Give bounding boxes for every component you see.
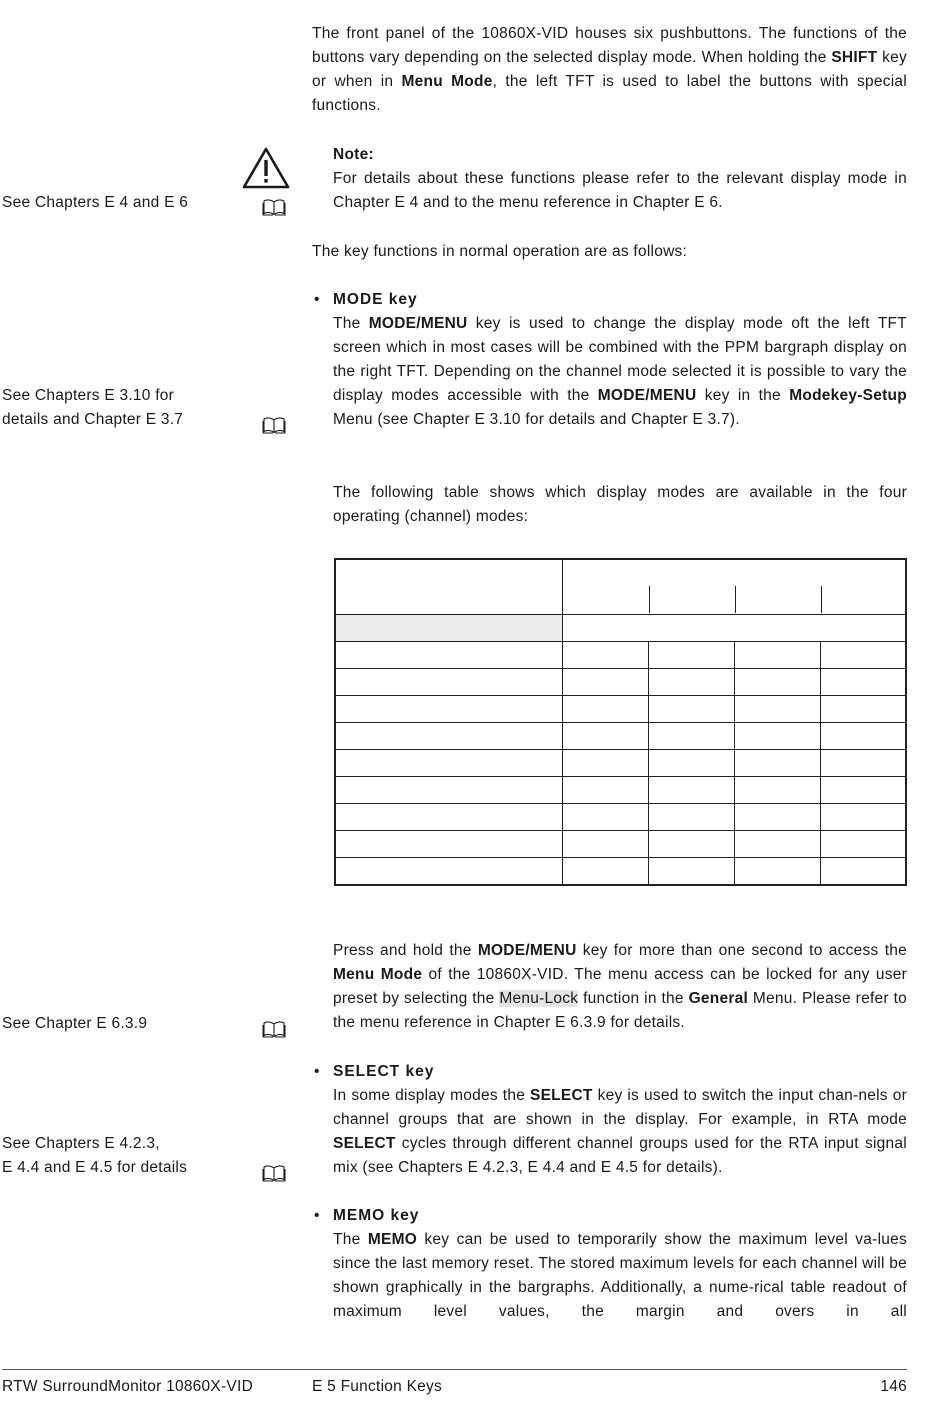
table-row (335, 831, 906, 858)
table-cell (335, 642, 562, 669)
table-cell (562, 777, 648, 804)
intro-paragraph: The front panel of the 10860X-VID houses six pushbuttons. The functions of the buttons vary depending on the selected display mode. When holding the SHIFT key or when in Menu Mode, the left TFT is used to label the buttons with special functions. (312, 25, 907, 115)
select-key-description: In some display modes the SELECT key is used to switch the input chan-nels or channel groups that are shown in the display. For example, in RTA mode SELECT cycles through different channel groups used for the RTA input signal mix (see Chapters E 4.2.3, E 4.4 and E 4.5 for details). (333, 1087, 907, 1177)
menu-lock-highlight: Menu-Lock (499, 990, 579, 1008)
table-cell (335, 858, 562, 886)
mode-key-description: The MODE/MENU key is used to change the display mode oft the left TFT screen which in most cases will be combined with the PPM bargraph display on the right TFT. Depending on the channel mode selected it is possible to vary the display modes accessible with the MODE/MENU key in the Modekey-Setup Menu (see Chapter E 3.10 for details and Chapter E 3.7). (333, 315, 907, 429)
table-cell (734, 858, 820, 886)
table-cell (562, 831, 648, 858)
table-row (335, 750, 906, 777)
table-cell (648, 750, 734, 777)
book-icon (262, 416, 286, 434)
table-row (335, 777, 906, 804)
footer-section: E 5 Function Keys (312, 1378, 443, 1395)
book-icon (262, 1164, 286, 1182)
note-title: Note: (333, 146, 374, 163)
table-cell (820, 777, 906, 804)
table-row (335, 723, 906, 750)
table-cell (335, 559, 562, 615)
table-cell (734, 804, 820, 831)
key-functions-intro: The key functions in normal operation are as follows: (312, 243, 688, 260)
table-cell (820, 831, 906, 858)
table-cell (734, 669, 820, 696)
table-cell (648, 858, 734, 886)
table-cell (820, 696, 906, 723)
table-cell (648, 642, 734, 669)
table-cell (820, 804, 906, 831)
table-cell (562, 615, 906, 642)
table-cell (562, 696, 648, 723)
table-row (335, 804, 906, 831)
table-group-row (335, 615, 906, 642)
table-subheader-divider (821, 586, 822, 613)
warning-icon (242, 147, 290, 189)
table-row (335, 642, 906, 669)
table-cell (562, 858, 648, 886)
table-cell (648, 696, 734, 723)
table-row (335, 669, 906, 696)
table-cell (562, 723, 648, 750)
sidenote-chapter-e3-7: details and Chapter E 3.7 (2, 411, 184, 428)
sidenote-chapters-e4-4-e4-5: E 4.4 and E 4.5 for details (2, 1159, 188, 1176)
table-cell (335, 777, 562, 804)
table-cell (820, 750, 906, 777)
table-subheader-divider (649, 586, 650, 613)
table-intro: The following table shows which display modes are available in the four operating (channel) modes: (333, 484, 907, 526)
footer-page-number: 146 (880, 1378, 907, 1395)
table-cell (820, 858, 906, 886)
table-cell (820, 669, 906, 696)
table-cell (335, 831, 562, 858)
sidenote-chapters-e3-10: See Chapters E 3.10 for (2, 387, 175, 404)
note-text: For details about these functions please refer to the relevant display mode in Chapter E 4 and to the menu reference in Chapter E 6. (333, 170, 907, 212)
note-block (333, 143, 907, 215)
sidenote-chapters-e4-2-3: See Chapters E 4.2.3, (2, 1135, 160, 1152)
footer-product: RTW SurroundMonitor 10860X-VID (2, 1378, 254, 1395)
footer-rule (2, 1369, 907, 1370)
bullet: • (314, 1063, 320, 1080)
table-cell (648, 669, 734, 696)
table-row (335, 858, 906, 886)
table-cell (734, 642, 820, 669)
table-header-channel-modes (562, 559, 906, 615)
mode-key-heading: MODE key (333, 291, 418, 308)
memo-key-heading: MEMO key (333, 1207, 420, 1224)
bullet: • (314, 291, 320, 308)
memo-key-description: The MEMO key can be used to temporarily show the maximum level va-lues since the last memory reset. The stored maximum levels for each channel will be shown graphically in the bargraphs. Additionally, a nume-rical table readout of maximum level values, the margin and overs in all (333, 1231, 908, 1321)
table-cell (562, 642, 648, 669)
sidenote-chapter-e6-3-9: See Chapter E 6.3.9 (2, 1015, 148, 1032)
table-cell (335, 615, 562, 642)
table-cell (562, 804, 648, 831)
table-cell (734, 750, 820, 777)
table-cell (335, 723, 562, 750)
table-cell (335, 696, 562, 723)
book-icon (262, 1020, 286, 1038)
sidenote-chapters-e4-e6: See Chapters E 4 and E 6 (2, 194, 189, 211)
table-cell (734, 831, 820, 858)
table-cell (820, 642, 906, 669)
table-cell (335, 804, 562, 831)
table-cell (734, 696, 820, 723)
bullet: • (314, 1207, 320, 1224)
table-cell (335, 669, 562, 696)
table-row (335, 696, 906, 723)
select-key-heading: SELECT key (333, 1063, 435, 1080)
table-cell (562, 669, 648, 696)
table-cell (648, 804, 734, 831)
book-icon (262, 198, 286, 216)
table-cell (734, 723, 820, 750)
table-subheader-divider (735, 586, 736, 613)
table-cell (648, 831, 734, 858)
table-cell (648, 777, 734, 804)
table-cell (562, 750, 648, 777)
table-cell (734, 777, 820, 804)
menu-mode-paragraph: Press and hold the MODE/MENU key for more than one second to access the Menu Mode of the 10860X-VID. The menu access can be locked for any user preset by selecting the Menu-Lock function in the General Menu. Please refer to the menu reference in Chapter E 6.3.9 for details. (333, 942, 908, 1032)
table-cell (335, 750, 562, 777)
table-cell (648, 723, 734, 750)
table-cell (820, 723, 906, 750)
